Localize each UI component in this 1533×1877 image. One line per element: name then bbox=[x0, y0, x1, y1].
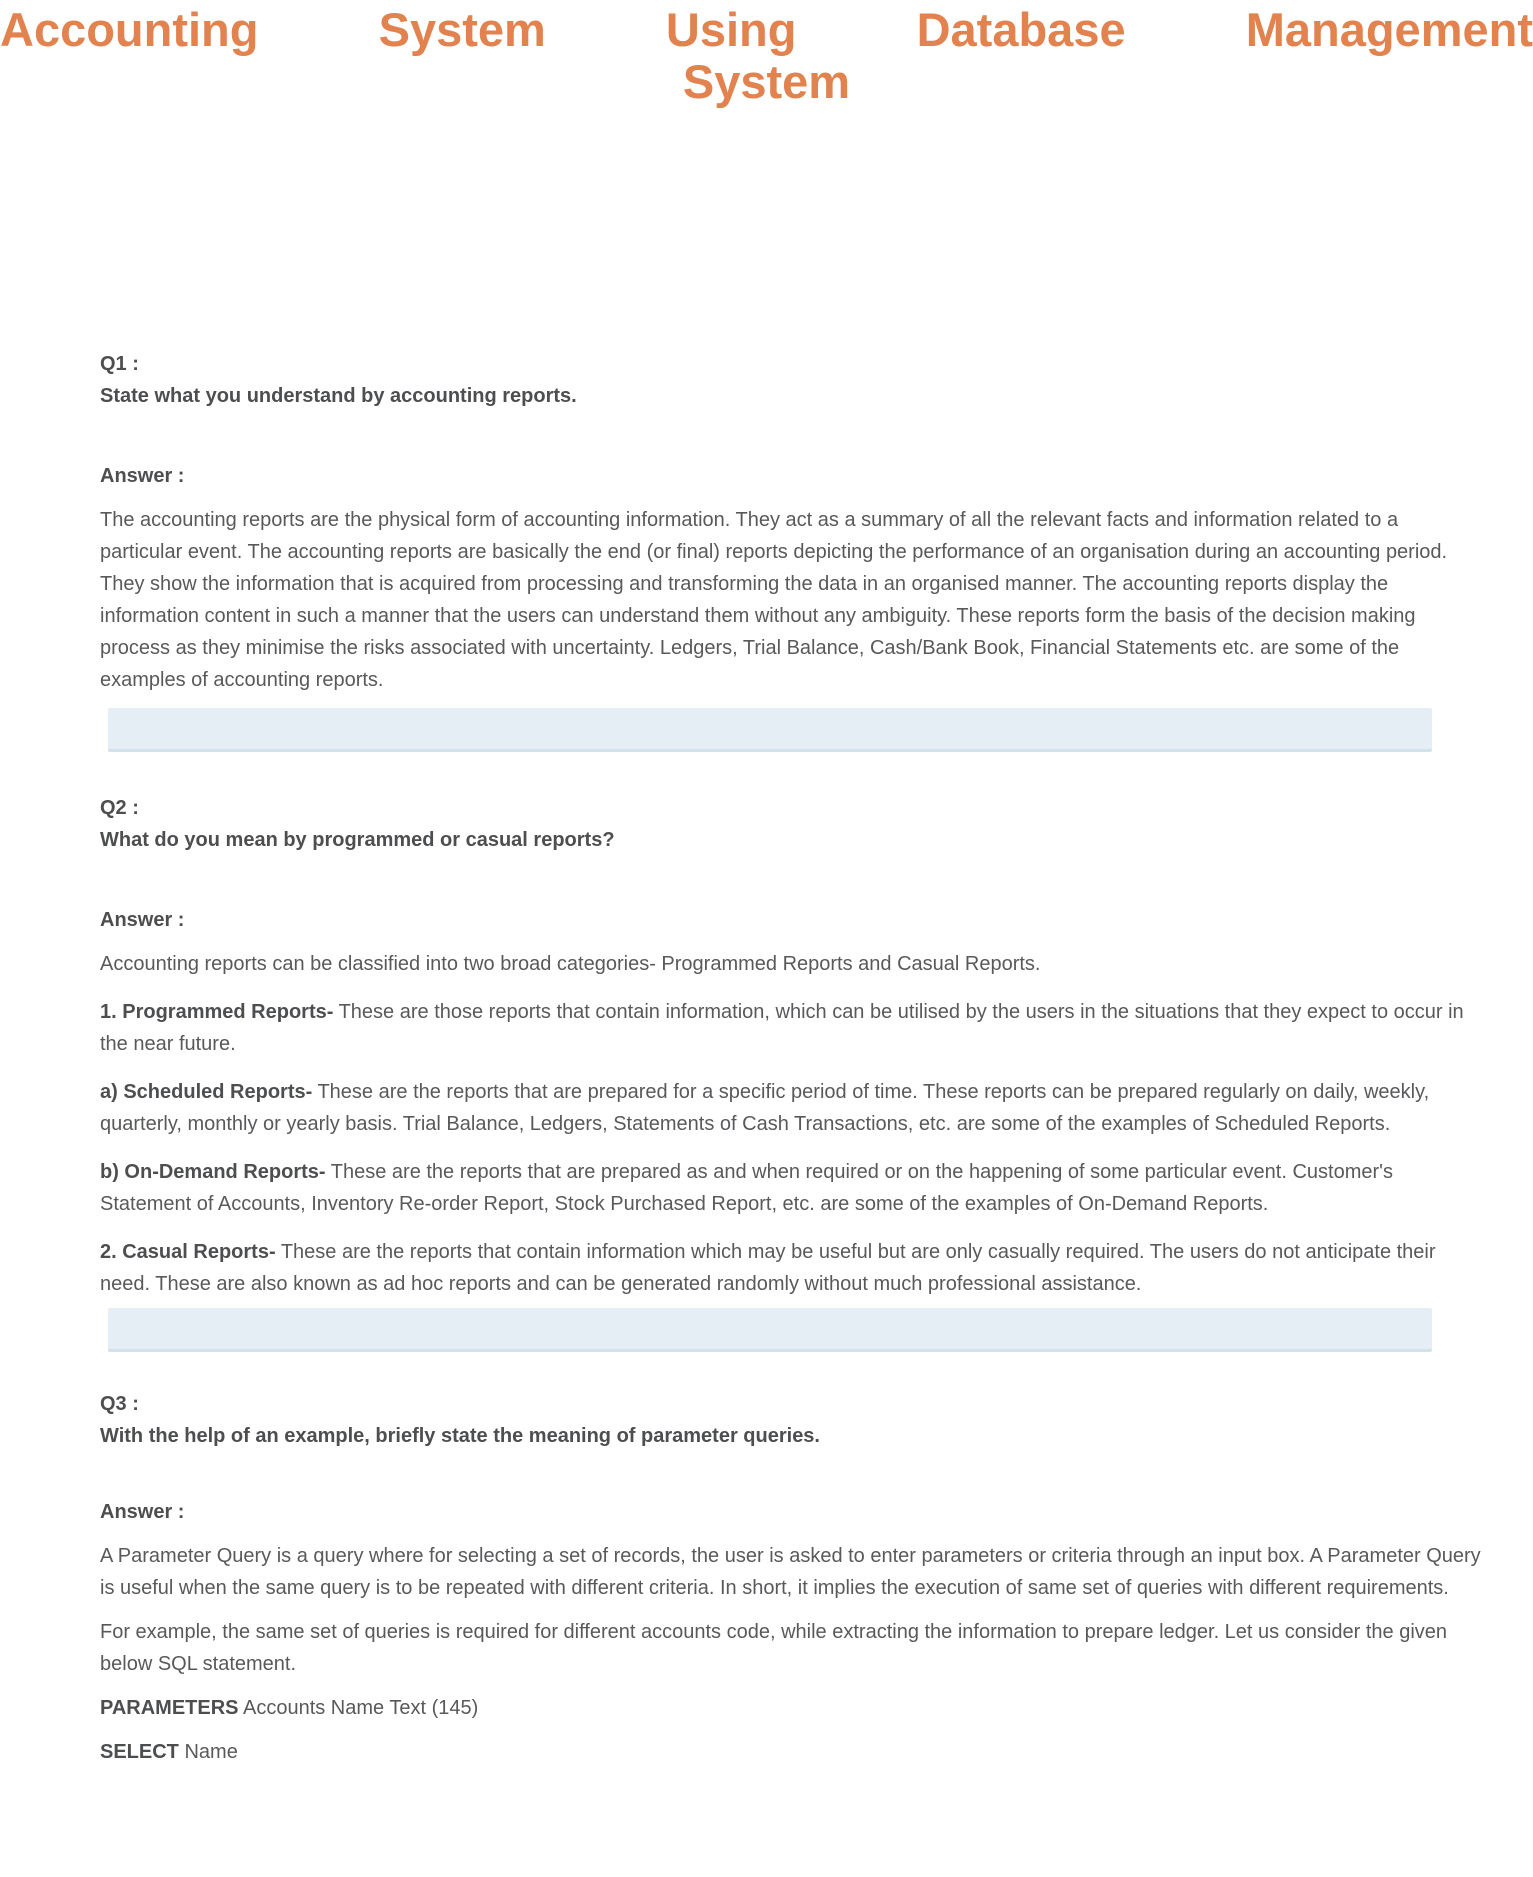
answer-2-paragraph bbox=[100, 948, 1485, 980]
question-1-number: Q1 : bbox=[100, 353, 139, 375]
answer-2-label: Answer : bbox=[100, 909, 185, 931]
answer-3-paragraph bbox=[100, 1540, 1485, 1604]
answer-2-paragraph bbox=[100, 1076, 1485, 1140]
paragraph-text: These are the reports that are prepared for a specific period of time. These reports can be prepared regularly on daily, weekly, quarterly, monthly or yearly basis. Trial Balance, Ledgers, Statements of Cash Transactions, etc. are some of the examples of Scheduled Reports. bbox=[100, 1081, 1430, 1135]
question-1-heading bbox=[100, 348, 1485, 412]
question-1-text: State what you understand by accounting reports. bbox=[100, 385, 577, 407]
document-content bbox=[0, 348, 1533, 1768]
paragraph-lead: 2. Casual Reports- bbox=[100, 1241, 276, 1263]
paragraph-lead: 1. Programmed Reports- bbox=[100, 1001, 334, 1023]
question-3-number: Q3 : bbox=[100, 1393, 139, 1415]
answer-3-label: Answer : bbox=[100, 1501, 185, 1523]
paragraph-text: Accounting reports can be classified into two broad categories- Programmed Reports and Casual Reports. bbox=[100, 953, 1041, 975]
sql-keyword: SELECT bbox=[100, 1741, 179, 1763]
paragraph-text: These are those reports that contain information, which can be utilised by the users in the situations that they expect to occur in the near future. bbox=[100, 1001, 1464, 1055]
answer-3-paragraph bbox=[100, 1616, 1485, 1680]
question-3-heading bbox=[100, 1388, 1485, 1452]
answer-1-label: Answer : bbox=[100, 465, 185, 487]
page-title-line1: Accounting System Using Database Management bbox=[0, 3, 1533, 56]
answer-2-paragraph bbox=[100, 1156, 1485, 1220]
paragraph-text: The accounting reports are the physical form of accounting information. They act as a summary of all the relevant facts and information related to a particular event. The accounting reports are basically the end (or final) reports depicting the performance of an organisation during an accounting period. They show the information that is acquired from processing and transforming the data in an organised manner. The accounting reports display the information content in such a manner that the users can understand them without any ambiguity. These reports form the basis of the decision making process as they minimise the risks associated with uncertainty. Ledgers, Trial Balance, Cash/Bank Book, Financial Statements etc. are some of the examples of accounting reports. bbox=[100, 509, 1448, 691]
page-title-line2: System bbox=[682, 55, 851, 108]
sql-keyword: PARAMETERS bbox=[100, 1697, 239, 1719]
paragraph-text: These are the reports that are prepared as and when required or on the happening of some particular event. Customer's Statement of Accounts, Inventory Re-order Report, Stock Purchased Report, etc. are some of the examples of On-Demand Reports. bbox=[100, 1161, 1393, 1215]
paragraph-text: A Parameter Query is a query where for selecting a set of records, the user is asked to enter parameters or criteria through an input box. A Parameter Query is useful when the same query is to be repeated with different criteria. In short, it implies the execution of same set of queries with different requirements. bbox=[100, 1545, 1481, 1599]
page-title bbox=[0, 0, 1533, 108]
sql-parameters-line bbox=[100, 1692, 1485, 1724]
paragraph-text: Accounts Name Text (145) bbox=[242, 1697, 479, 1719]
paragraph-text: For example, the same set of queries is required for different accounts code, while extracting the information to prepare ledger. Let us consider the given below SQL statement. bbox=[100, 1621, 1448, 1675]
question-3-text: With the help of an example, briefly state the meaning of parameter queries. bbox=[100, 1425, 820, 1447]
answer-2-paragraph bbox=[100, 996, 1485, 1060]
sql-select-line bbox=[100, 1736, 1485, 1768]
paragraph-text: Name bbox=[184, 1741, 238, 1763]
section-divider bbox=[108, 708, 1432, 752]
paragraph-text: These are the reports that contain information which may be useful but are only casually required. The users do not anticipate their need. These are also known as ad hoc reports and can be generated randomly without much professional assistance. bbox=[100, 1241, 1436, 1295]
question-2-text: What do you mean by programmed or casual reports? bbox=[100, 829, 615, 851]
answer-1-paragraph bbox=[100, 504, 1485, 696]
question-2-number: Q2 : bbox=[100, 797, 139, 819]
section-divider bbox=[108, 1308, 1432, 1352]
paragraph-lead: a) Scheduled Reports- bbox=[100, 1081, 313, 1103]
paragraph-lead: b) On-Demand Reports- bbox=[100, 1161, 326, 1183]
question-2-heading bbox=[100, 792, 1485, 856]
answer-2-paragraph bbox=[100, 1236, 1485, 1300]
